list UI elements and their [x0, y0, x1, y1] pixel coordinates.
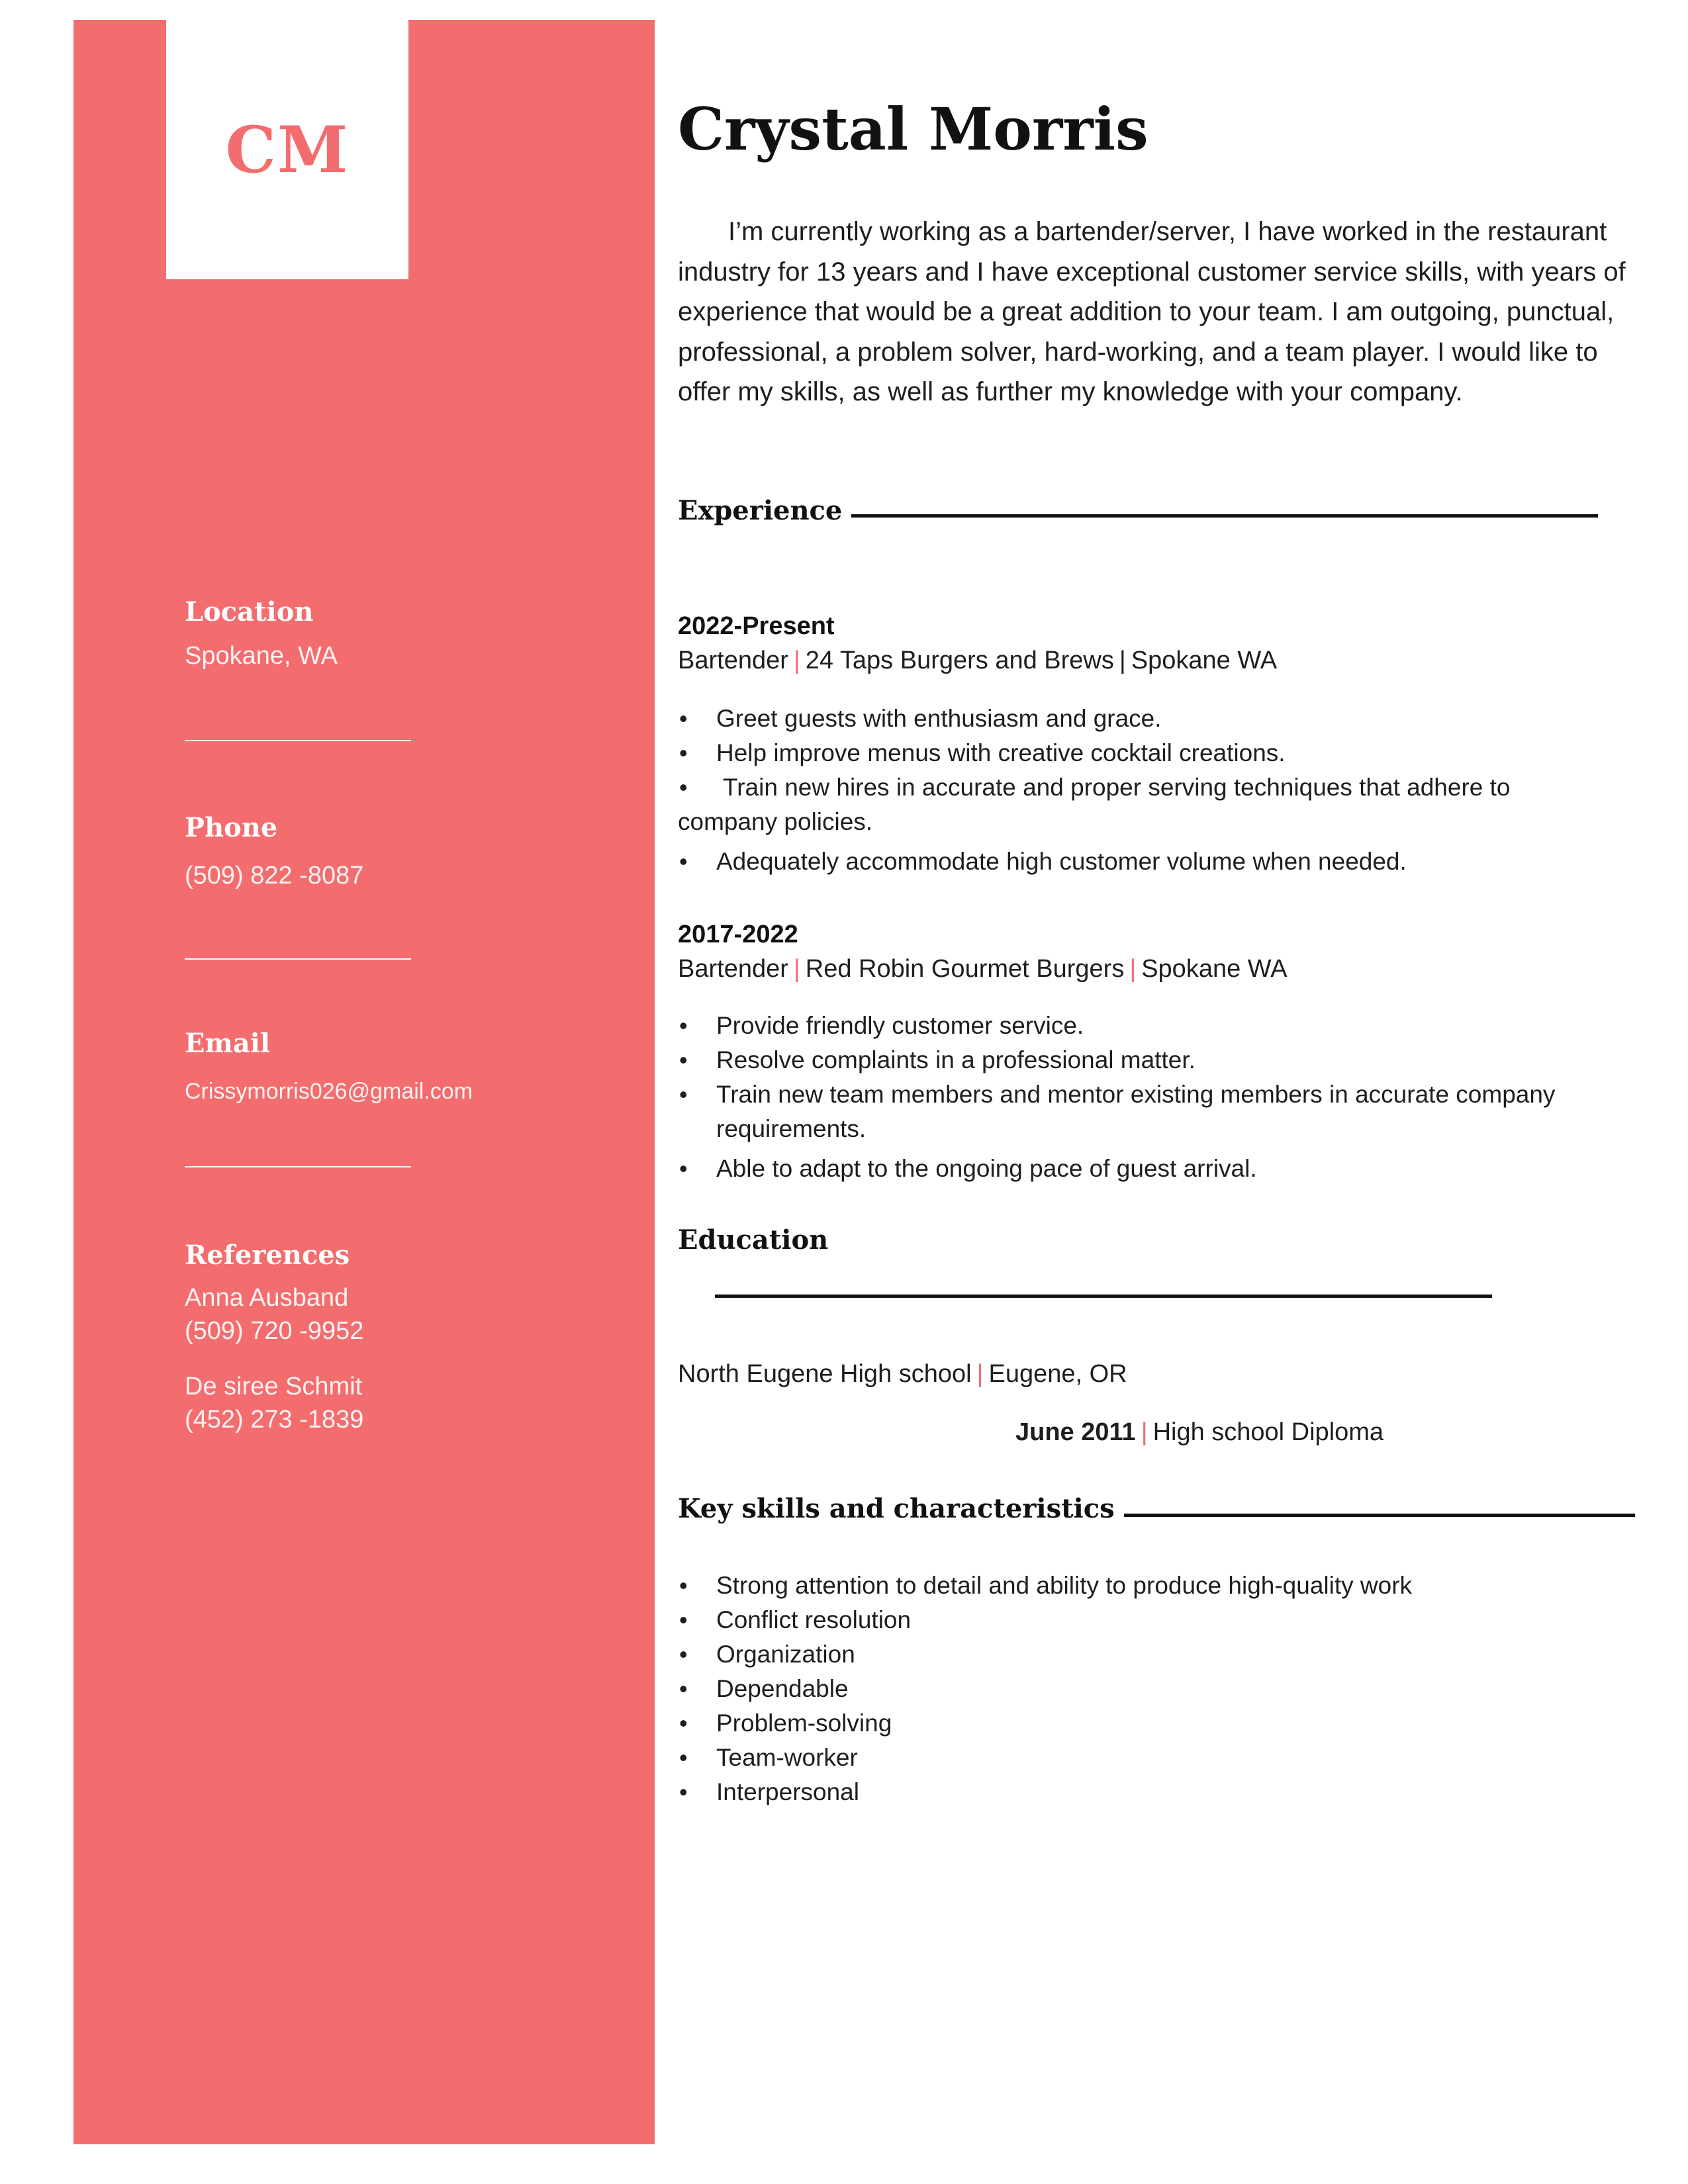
sidebar-divider	[185, 958, 411, 960]
job-dates: 2017-2022	[678, 921, 798, 948]
email-block	[185, 1026, 555, 1108]
reference-name: De siree Schmit	[185, 1373, 363, 1400]
education-degree: High school Diploma	[1152, 1418, 1384, 1446]
phone-block	[185, 810, 555, 892]
education-heading: Education	[678, 1224, 829, 1255]
list-item: • Provide friendly customer service.	[678, 1009, 1605, 1043]
location-value: Spokane, WA	[185, 642, 338, 670]
job-line	[678, 953, 1288, 985]
list-item: • Adequately accommodate high customer volume when needed.	[678, 844, 1605, 879]
list-item: • Train new team members and mentor existing members in accurate company requirements.	[678, 1077, 1605, 1146]
job-employer: Red Robin Gourmet Burgers	[805, 955, 1125, 983]
skills-list	[678, 1569, 1605, 1809]
list-item: • Greet guests with enthusiasm and grace.	[678, 702, 1605, 736]
list-item: • Problem-solving	[678, 1706, 1605, 1741]
pipe-separator: |	[976, 1360, 984, 1388]
list-item: • Team-worker	[678, 1741, 1605, 1775]
reference-item	[185, 1281, 555, 1347]
section-rule	[851, 514, 1598, 518]
reference-item	[185, 1370, 555, 1436]
candidate-name: Crystal Morris	[678, 95, 1149, 163]
section-rule	[1124, 1514, 1635, 1517]
email-value: Crissymorris026@gmail.com	[185, 1079, 473, 1104]
sidebar-panel	[73, 20, 655, 2144]
phone-heading: Phone	[185, 812, 278, 843]
skills-heading-row	[678, 1493, 1635, 1524]
profile-summary: I’m currently working as a bartender/server, I have worked in the restaurant industry for 13 years and I have exceptional customer service skills, with years of experience that would be a great addition to your team. I am outgoing, punctual, professional, a problem solver, hard-working, and a team player. I would like to offer my skills, as well as further my knowledge with your company.	[678, 217, 1626, 406]
education-line	[678, 1358, 1127, 1390]
sidebar-divider	[185, 740, 411, 741]
job-title: Bartender	[678, 955, 788, 983]
list-item: • Help improve menus with creative cocktail creations.	[678, 736, 1605, 770]
pipe-separator: |	[1141, 1418, 1148, 1446]
experience-heading-row	[678, 495, 1598, 526]
reference-phone: (452) 273 -1839	[185, 1406, 364, 1433]
job-bullets	[678, 1009, 1605, 1186]
monogram: CM	[225, 112, 350, 187]
list-item: • Able to adapt to the ongoing pace of guest arrival.	[678, 1152, 1605, 1186]
pipe-separator: |	[793, 647, 800, 674]
references-block	[185, 1238, 555, 1436]
pipe-separator: |	[1129, 955, 1137, 983]
job-employer: 24 Taps Burgers and Brews	[805, 647, 1114, 674]
list-item: • Train new hires in accurate and proper serving techniques that adhere to company policies.	[678, 770, 1605, 839]
email-heading: Email	[185, 1028, 271, 1059]
section-rule	[715, 1295, 1492, 1298]
monogram-box	[166, 20, 408, 279]
reference-phone: (509) 720 -9952	[185, 1317, 364, 1345]
pipe-separator: |	[1119, 647, 1126, 674]
list-item: • Dependable	[678, 1672, 1605, 1706]
location-heading: Location	[185, 596, 314, 627]
phone-value: (509) 822 -8087	[185, 862, 364, 889]
school-name: North Eugene High school	[678, 1360, 972, 1388]
school-location: Eugene, OR	[988, 1360, 1127, 1388]
job-title: Bartender	[678, 647, 788, 674]
job-line	[678, 645, 1277, 676]
list-item: • Organization	[678, 1637, 1605, 1672]
list-item: • Strong attention to detail and ability to produce high-quality work	[678, 1569, 1605, 1603]
references-heading: References	[185, 1240, 350, 1271]
education-degree-line	[1015, 1416, 1383, 1448]
location-block	[185, 594, 555, 672]
list-item: • Interpersonal	[678, 1775, 1605, 1809]
job-location: Spokane WA	[1141, 955, 1288, 983]
sidebar-divider	[185, 1166, 411, 1167]
list-item: • Resolve complaints in a professional matter.	[678, 1043, 1605, 1077]
education-heading-row	[678, 1224, 828, 1255]
reference-name: Anna Ausband	[185, 1284, 349, 1312]
job-bullets	[678, 702, 1605, 879]
job-dates: 2022-Present	[678, 612, 835, 640]
experience-heading: Experience	[678, 495, 843, 526]
list-item: • Conflict resolution	[678, 1603, 1605, 1637]
job-location: Spokane WA	[1131, 647, 1278, 674]
pipe-separator: |	[793, 955, 800, 983]
education-date: June 2011	[1015, 1418, 1136, 1446]
skills-heading: Key skills and characteristics	[678, 1493, 1115, 1524]
